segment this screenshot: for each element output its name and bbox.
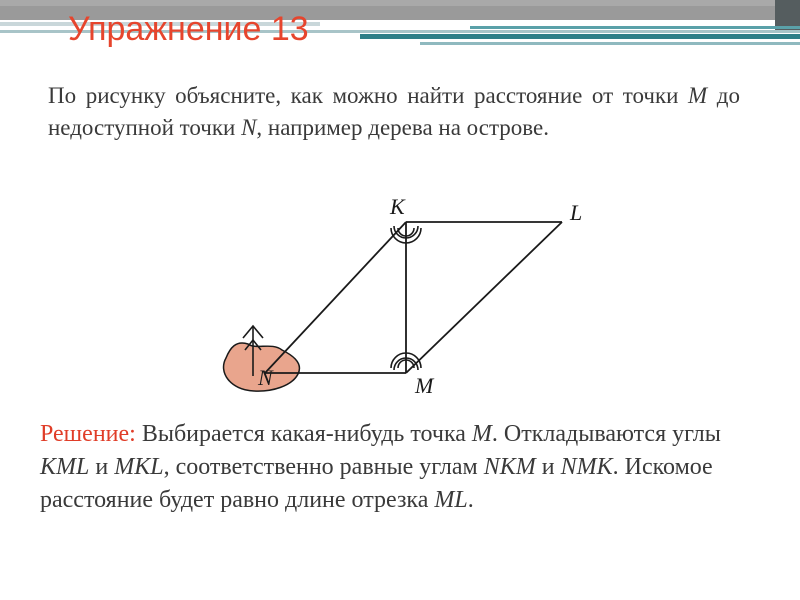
angle-ref: NMK <box>560 454 613 480</box>
angle-ref: NKM <box>483 454 536 480</box>
solution-text-part: . Искомое расстояние будет равно длине отрезка <box>40 454 713 513</box>
segment-nk <box>265 222 406 373</box>
slide-title: Упражнение 13 <box>68 10 309 48</box>
solution-text-part: и <box>535 454 561 480</box>
solution-text-part: . <box>467 487 474 513</box>
figure-lines <box>265 222 562 373</box>
label-n: N <box>258 365 273 390</box>
solution-text-part: . Откладываются углы <box>491 421 721 447</box>
label-m: M <box>415 373 434 398</box>
solution-text-part: и <box>89 454 115 480</box>
point-ref: M <box>471 421 492 447</box>
problem-text-part: , например дерева на острове. <box>256 115 549 140</box>
solution-text-part: Выбирается какая-нибудь точка <box>135 421 472 447</box>
solution-text-part: , соответственно равные углам <box>163 454 484 480</box>
label-l: L <box>570 200 583 225</box>
segment-ref: ML <box>434 487 468 513</box>
geometry-figure <box>210 190 600 400</box>
angle-ref: KML <box>40 454 90 480</box>
solution-label: Решение: <box>40 421 136 447</box>
problem-text-part: до недоступной точки <box>48 83 740 140</box>
point-m-ref: M <box>688 83 708 108</box>
problem-text-part: По рисунку объясните, как можно найти расстояние от точки <box>48 83 689 108</box>
problem-text <box>48 80 740 144</box>
solution-text <box>40 418 770 517</box>
point-n-ref: N <box>241 115 257 140</box>
segment-ml <box>406 222 562 373</box>
label-k: K <box>390 194 405 219</box>
angle-ref: MKL <box>114 454 164 480</box>
